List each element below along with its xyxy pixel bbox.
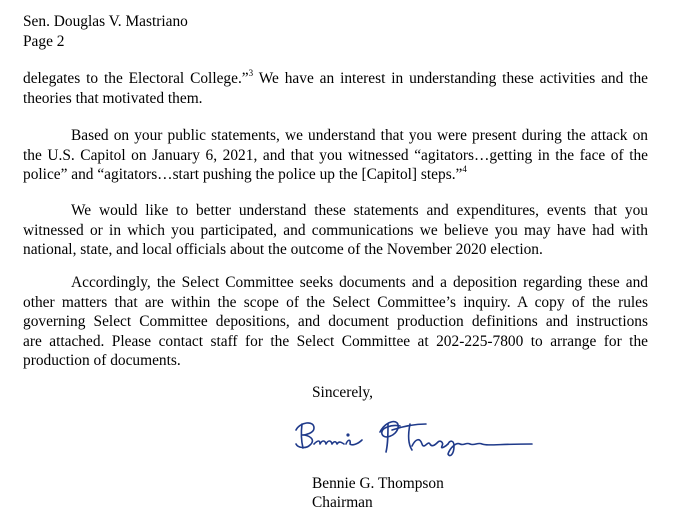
signer-title: Chairman [312,494,373,511]
paragraph-line: Accordingly, the Select Committee seeks documents and a deposition regarding these and [71,274,648,291]
paragraph-line: governing Select Committee depositions, and document production definitions and instructions [23,313,648,330]
paragraph-request [23,273,648,371]
paragraph-line: are attached. Please contact staff for the Select Committee at 202-225-7800 to arrange for the [23,332,648,350]
paragraph-line: other matters that are within the scope of the Select Committee’s inquiry. A copy of the rules [23,293,648,311]
paragraph-continuation [23,69,648,108]
paragraph-line: delegates to the Electoral College.”$^3$ We have an interest in understanding these activities and the [23,67,649,87]
paragraph-line: We would like to better understand these statements and expenditures, events that you [71,202,648,219]
signer-name: Bennie G. Thompson [312,475,444,492]
paragraph-line: the U.S. Capitol on January 6, 2021, and that you witnessed “agitators…getting in the face of the [23,146,648,164]
page-number: Page 2 [23,33,65,50]
footnote-marker: 3 [248,67,254,78]
paragraph-line: witnessed or in which you participated, and communications we believe you may have had with [23,221,648,239]
recipient-line: Sen. Douglas V. Mastriano [23,13,188,30]
paragraph-line: Based on your public statements, we understand that you were present during the attack on [71,127,648,144]
paragraph-line: national, state, and local officials about the outcome of the November 2020 election. [23,241,543,258]
paragraph-public-statements [23,126,648,185]
handwritten-signature [288,410,538,464]
paragraph-understanding [23,201,648,260]
paragraph-line: theories that motivated them. [23,89,203,107]
paragraph-line: police” and “agitators…start pushing the police up the [Capitol] steps.”$^4$ [23,163,467,183]
paragraph-line: production of documents. [23,352,181,369]
valediction: Sincerely, [312,384,373,401]
footnote-marker: 4 [462,163,467,174]
